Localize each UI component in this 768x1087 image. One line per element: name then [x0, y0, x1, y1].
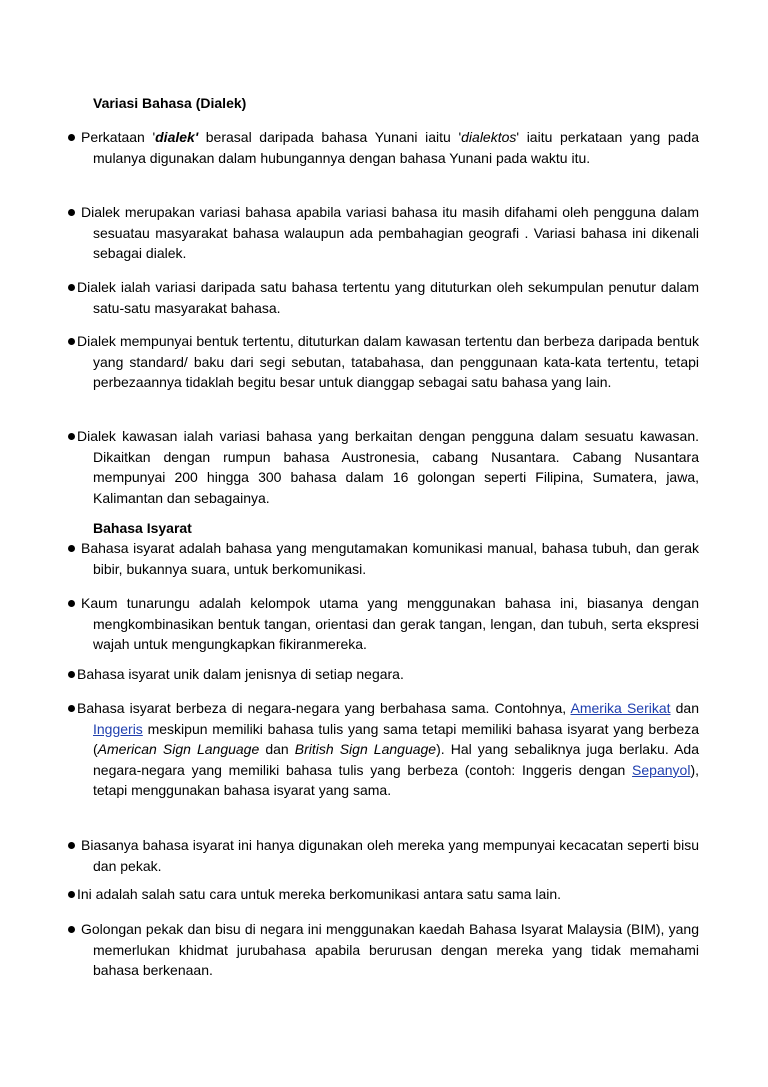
link-amerika-serikat[interactable]: Amerika Serikat	[570, 700, 671, 716]
bullet-icon	[68, 134, 75, 141]
list-item: Bahasa isyarat unik dalam jenisnya di setiap negara.	[68, 664, 699, 685]
bullet-icon	[68, 209, 75, 216]
list-item: Bahasa isyarat adalah bahasa yang mengutamakan komunikasi manual, bahasa tubuh, dan gerak bibir, bukannya suara, untuk berkomunikasi.	[68, 538, 699, 579]
term-asl: American Sign Language	[97, 741, 260, 758]
bullet-icon	[68, 891, 75, 898]
bullet-icon	[68, 338, 75, 345]
section-heading-isyarat: Bahasa Isyarat	[93, 520, 192, 536]
list-item: Dialek ialah variasi daripada satu bahasa tertentu yang dituturkan oleh sekumpulan penutur dalam satu-satu masyarakat bahasa.	[68, 277, 699, 318]
list-item: Bahasa isyarat berbeza di negara-negara yang berbahasa sama. Contohnya, Amerika Serikat dan Inggeris meskipun memiliki bahasa tulis yang sama tetapi memiliki bahasa isyarat yang berbeza (American Sign Language dan British Sign Language). Hal yang sebaliknya juga berlaku. Ada negara-negara yang memiliki bahasa tulis yang berbeza (contoh: Inggeris dengan Sepanyol), tetapi menggunakan bahasa isyarat yang sama.	[68, 698, 699, 801]
link-sepanyol[interactable]: Sepanyol	[632, 761, 691, 778]
bullet-icon	[68, 842, 75, 849]
bullet-icon	[68, 926, 75, 933]
list-item: Biasanya bahasa isyarat ini hanya digunakan oleh mereka yang mempunyai kecacatan seperti bisu dan pekak.	[68, 835, 699, 876]
list-item: Dialek merupakan variasi bahasa apabila variasi bahasa itu masih difahami oleh pengguna dalam sesuatau masyarakat bahasa walaupun ada pembahagian geografi . Variasi bahasa ini dikenali sebagai dialek.	[68, 202, 699, 264]
bullet-icon	[68, 433, 75, 440]
bullet-icon	[68, 671, 75, 678]
bullet-icon	[68, 705, 75, 712]
list-item: Perkataan 'dialek' berasal daripada bahasa Yunani iaitu 'dialektos' iaitu perkataan yang pada mulanya digunakan dalam hubungannya dengan bahasa Yunani pada waktu itu.	[68, 127, 699, 168]
link-inggeris[interactable]: Inggeris	[93, 720, 143, 737]
bullet-icon	[68, 600, 75, 607]
list-item: Ini adalah salah satu cara untuk mereka berkomunikasi antara satu sama lain.	[68, 884, 699, 905]
list-item: Kaum tunarungu adalah kelompok utama yang menggunakan bahasa ini, biasanya dengan mengkombinasikan bentuk tangan, orientasi dan gerak tangan, lengan, dan tubuh, serta ekspresi wajah untuk mengungkapkan fikiranmereka.	[68, 593, 699, 655]
list-item: Dialek mempunyai bentuk tertentu, dituturkan dalam kawasan tertentu dan berbeza daripada bentuk yang standard/ baku dari segi sebutan, tatabahasa, dan penggunaan kata-kata tertentu, tetapi perbezaannya tidaklah begitu besar untuk dianggap sebagai satu bahasa yang lain.	[68, 331, 699, 393]
bullet-icon	[68, 284, 75, 291]
term-dialek: dialek'	[155, 129, 199, 145]
section-heading-dialek: Variasi Bahasa (Dialek)	[93, 95, 247, 111]
list-item: Golongan pekak dan bisu di negara ini menggunakan kaedah Bahasa Isyarat Malaysia (BIM), yang memerlukan khidmat jurubahasa apabila berurusan dengan mereka yang tidak memahami bahasa berkenaan.	[68, 919, 699, 981]
term-dialektos: dialektos	[461, 129, 517, 145]
bullet-icon	[68, 545, 75, 552]
list-item: Dialek kawasan ialah variasi bahasa yang berkaitan dengan pengguna dalam sesuatu kawasan. Dikaitkan dengan rumpun bahasa Austronesia, cabang Nusantara. Cabang Nusantara mempunyai 200 hingga 300 bahasa dalam 16 golongan seperti Filipina, Sumatera, jawa, Kalimantan dan sebagainya.	[68, 426, 699, 508]
term-bsl: British Sign Language	[294, 741, 437, 758]
